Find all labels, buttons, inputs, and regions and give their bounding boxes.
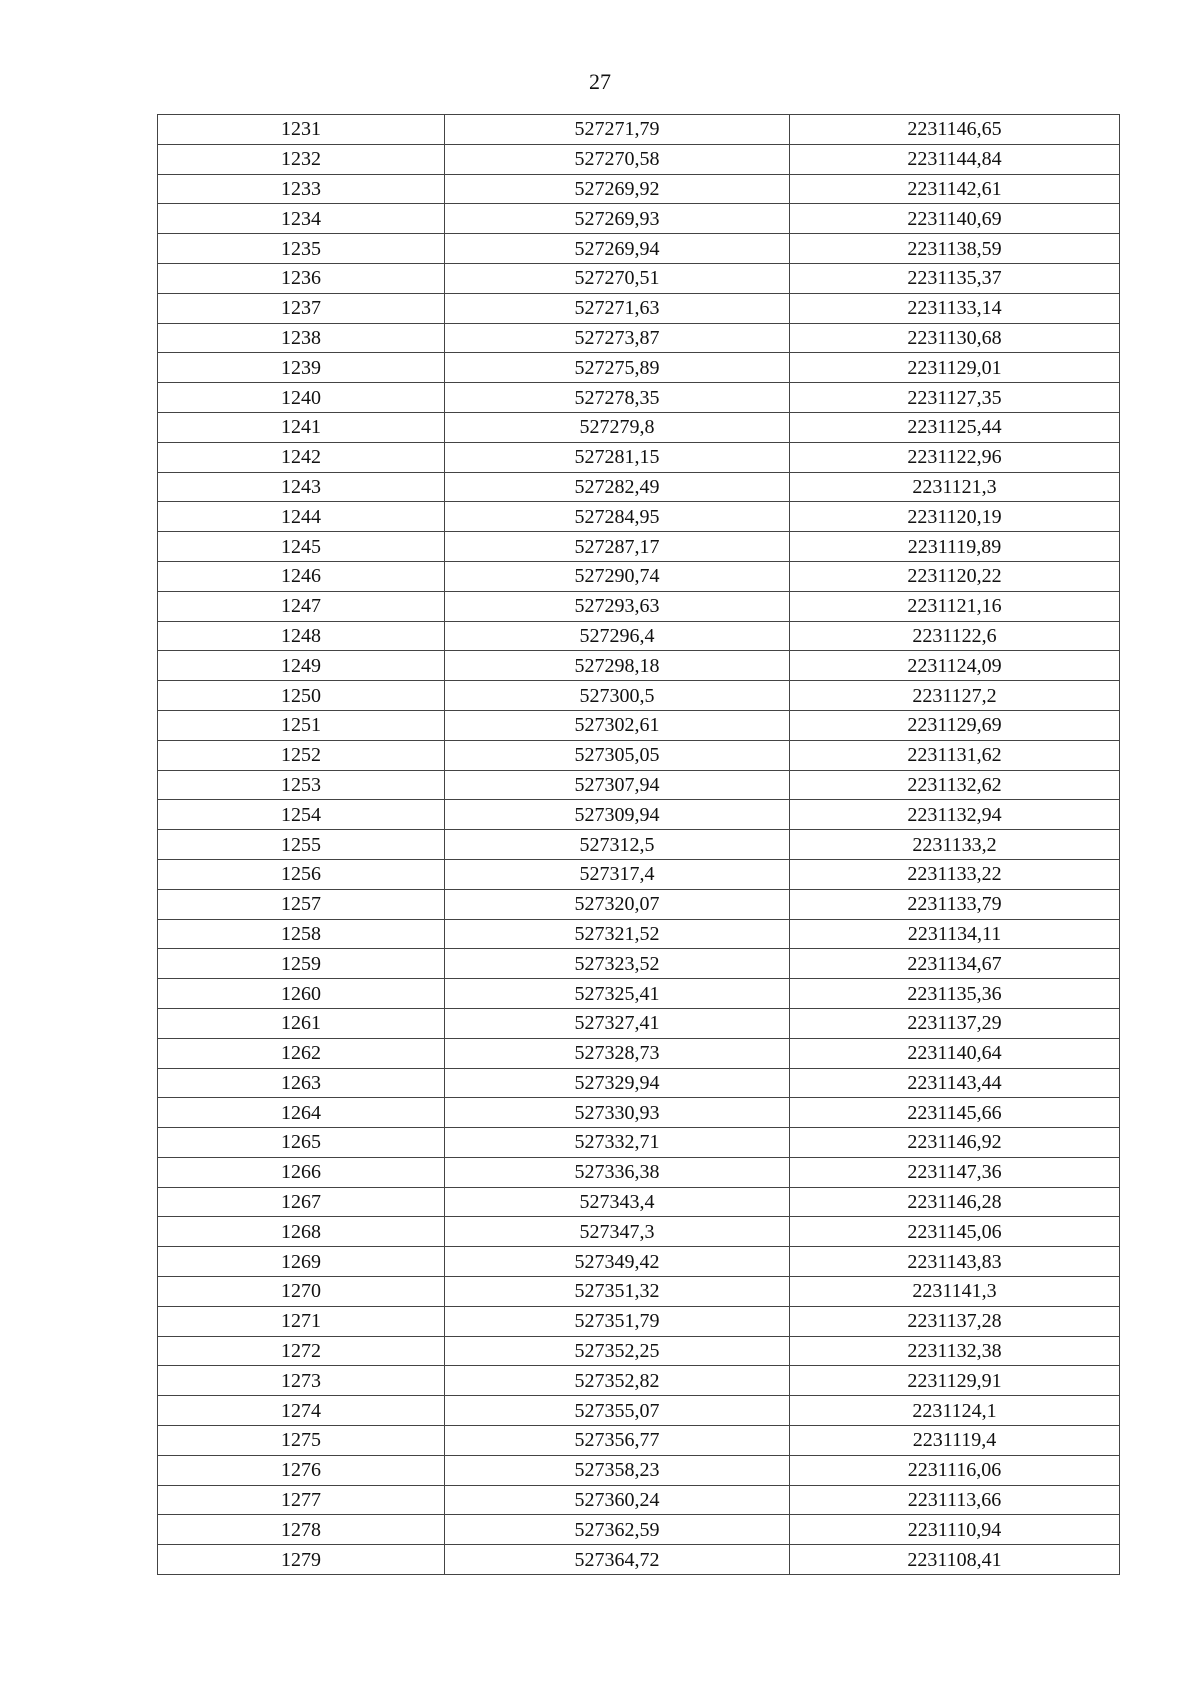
x-coordinate-cell: 527352,25 <box>445 1336 790 1366</box>
table-row <box>158 859 1120 889</box>
table-row <box>158 651 1120 681</box>
point-number-cell: 1254 <box>158 800 445 830</box>
x-coordinate-cell: 527364,72 <box>445 1545 790 1575</box>
table-row <box>158 1515 1120 1545</box>
table-row <box>158 1485 1120 1515</box>
point-number-cell: 1240 <box>158 383 445 413</box>
table-row <box>158 949 1120 979</box>
y-coordinate-cell: 2231135,36 <box>790 979 1120 1009</box>
y-coordinate-cell: 2231129,01 <box>790 353 1120 383</box>
point-number-cell: 1279 <box>158 1545 445 1575</box>
x-coordinate-cell: 527287,17 <box>445 532 790 562</box>
y-coordinate-cell: 2231133,2 <box>790 830 1120 860</box>
point-number-cell: 1259 <box>158 949 445 979</box>
x-coordinate-cell: 527296,4 <box>445 621 790 651</box>
x-coordinate-cell: 527362,59 <box>445 1515 790 1545</box>
x-coordinate-cell: 527358,23 <box>445 1455 790 1485</box>
y-coordinate-cell: 2231132,94 <box>790 800 1120 830</box>
y-coordinate-cell: 2231144,84 <box>790 144 1120 174</box>
point-number-cell: 1241 <box>158 412 445 442</box>
point-number-cell: 1253 <box>158 770 445 800</box>
x-coordinate-cell: 527275,89 <box>445 353 790 383</box>
point-number-cell: 1263 <box>158 1068 445 1098</box>
table-row <box>158 234 1120 264</box>
page-number: 27 <box>589 69 611 94</box>
point-number-cell: 1245 <box>158 532 445 562</box>
table-row <box>158 502 1120 532</box>
table-row <box>158 442 1120 472</box>
table-row <box>158 1217 1120 1247</box>
table-row <box>158 1396 1120 1426</box>
y-coordinate-cell: 2231147,36 <box>790 1157 1120 1187</box>
table-row <box>158 1247 1120 1277</box>
table-row <box>158 919 1120 949</box>
x-coordinate-cell: 527284,95 <box>445 502 790 532</box>
y-coordinate-cell: 2231133,14 <box>790 293 1120 323</box>
x-coordinate-cell: 527305,05 <box>445 740 790 770</box>
y-coordinate-cell: 2231143,83 <box>790 1247 1120 1277</box>
y-coordinate-cell: 2231137,28 <box>790 1306 1120 1336</box>
point-number-cell: 1256 <box>158 859 445 889</box>
point-number-cell: 1271 <box>158 1306 445 1336</box>
point-number-cell: 1265 <box>158 1128 445 1158</box>
y-coordinate-cell: 2231140,69 <box>790 204 1120 234</box>
y-coordinate-cell: 2231142,61 <box>790 174 1120 204</box>
point-number-cell: 1276 <box>158 1455 445 1485</box>
y-coordinate-cell: 2231110,94 <box>790 1515 1120 1545</box>
table-row <box>158 293 1120 323</box>
table-row <box>158 740 1120 770</box>
point-number-cell: 1273 <box>158 1366 445 1396</box>
point-number-cell: 1255 <box>158 830 445 860</box>
x-coordinate-cell: 527320,07 <box>445 889 790 919</box>
point-number-cell: 1252 <box>158 740 445 770</box>
table-row <box>158 115 1120 145</box>
x-coordinate-cell: 527330,93 <box>445 1098 790 1128</box>
table-row <box>158 1277 1120 1307</box>
table-row <box>158 800 1120 830</box>
point-number-cell: 1269 <box>158 1247 445 1277</box>
point-number-cell: 1258 <box>158 919 445 949</box>
y-coordinate-cell: 2231133,79 <box>790 889 1120 919</box>
table-row <box>158 353 1120 383</box>
y-coordinate-cell: 2231121,16 <box>790 591 1120 621</box>
table-row <box>158 621 1120 651</box>
x-coordinate-cell: 527273,87 <box>445 323 790 353</box>
table-row <box>158 1455 1120 1485</box>
x-coordinate-cell: 527290,74 <box>445 561 790 591</box>
table-row <box>158 770 1120 800</box>
table-row <box>158 710 1120 740</box>
y-coordinate-cell: 2231108,41 <box>790 1545 1120 1575</box>
point-number-cell: 1274 <box>158 1396 445 1426</box>
y-coordinate-cell: 2231141,3 <box>790 1277 1120 1307</box>
y-coordinate-cell: 2231120,19 <box>790 502 1120 532</box>
point-number-cell: 1262 <box>158 1038 445 1068</box>
y-coordinate-cell: 2231131,62 <box>790 740 1120 770</box>
x-coordinate-cell: 527270,51 <box>445 263 790 293</box>
y-coordinate-cell: 2231146,65 <box>790 115 1120 145</box>
y-coordinate-cell: 2231146,92 <box>790 1128 1120 1158</box>
y-coordinate-cell: 2231134,67 <box>790 949 1120 979</box>
table-row <box>158 1008 1120 1038</box>
x-coordinate-cell: 527336,38 <box>445 1157 790 1187</box>
table-row <box>158 323 1120 353</box>
x-coordinate-cell: 527269,93 <box>445 204 790 234</box>
x-coordinate-cell: 527271,63 <box>445 293 790 323</box>
x-coordinate-cell: 527278,35 <box>445 383 790 413</box>
x-coordinate-cell: 527312,5 <box>445 830 790 860</box>
coordinates-table-body <box>158 115 1120 1575</box>
y-coordinate-cell: 2231130,68 <box>790 323 1120 353</box>
point-number-cell: 1235 <box>158 234 445 264</box>
y-coordinate-cell: 2231113,66 <box>790 1485 1120 1515</box>
y-coordinate-cell: 2231116,06 <box>790 1455 1120 1485</box>
x-coordinate-cell: 527269,92 <box>445 174 790 204</box>
table-row <box>158 1098 1120 1128</box>
x-coordinate-cell: 527355,07 <box>445 1396 790 1426</box>
x-coordinate-cell: 527329,94 <box>445 1068 790 1098</box>
y-coordinate-cell: 2231135,37 <box>790 263 1120 293</box>
point-number-cell: 1277 <box>158 1485 445 1515</box>
x-coordinate-cell: 527360,24 <box>445 1485 790 1515</box>
table-row <box>158 1068 1120 1098</box>
point-number-cell: 1236 <box>158 263 445 293</box>
y-coordinate-cell: 2231134,11 <box>790 919 1120 949</box>
point-number-cell: 1268 <box>158 1217 445 1247</box>
x-coordinate-cell: 527328,73 <box>445 1038 790 1068</box>
table-row <box>158 979 1120 1009</box>
y-coordinate-cell: 2231124,09 <box>790 651 1120 681</box>
x-coordinate-cell: 527352,82 <box>445 1366 790 1396</box>
point-number-cell: 1257 <box>158 889 445 919</box>
point-number-cell: 1231 <box>158 115 445 145</box>
table-row <box>158 1128 1120 1158</box>
table-row <box>158 1038 1120 1068</box>
x-coordinate-cell: 527302,61 <box>445 710 790 740</box>
point-number-cell: 1242 <box>158 442 445 472</box>
table-row <box>158 1426 1120 1456</box>
point-number-cell: 1264 <box>158 1098 445 1128</box>
table-row <box>158 532 1120 562</box>
y-coordinate-cell: 2231122,6 <box>790 621 1120 651</box>
point-number-cell: 1267 <box>158 1187 445 1217</box>
x-coordinate-cell: 527321,52 <box>445 919 790 949</box>
point-number-cell: 1237 <box>158 293 445 323</box>
y-coordinate-cell: 2231132,62 <box>790 770 1120 800</box>
x-coordinate-cell: 527317,4 <box>445 859 790 889</box>
point-number-cell: 1239 <box>158 353 445 383</box>
point-number-cell: 1278 <box>158 1515 445 1545</box>
point-number-cell: 1247 <box>158 591 445 621</box>
x-coordinate-cell: 527323,52 <box>445 949 790 979</box>
point-number-cell: 1275 <box>158 1426 445 1456</box>
coordinates-table <box>157 114 1120 1575</box>
x-coordinate-cell: 527347,3 <box>445 1217 790 1247</box>
y-coordinate-cell: 2231120,22 <box>790 561 1120 591</box>
x-coordinate-cell: 527271,79 <box>445 115 790 145</box>
x-coordinate-cell: 527307,94 <box>445 770 790 800</box>
point-number-cell: 1246 <box>158 561 445 591</box>
point-number-cell: 1244 <box>158 502 445 532</box>
table-row <box>158 1187 1120 1217</box>
table-row <box>158 1306 1120 1336</box>
point-number-cell: 1261 <box>158 1008 445 1038</box>
table-row <box>158 174 1120 204</box>
y-coordinate-cell: 2231133,22 <box>790 859 1120 889</box>
point-number-cell: 1233 <box>158 174 445 204</box>
y-coordinate-cell: 2231145,66 <box>790 1098 1120 1128</box>
y-coordinate-cell: 2231119,89 <box>790 532 1120 562</box>
x-coordinate-cell: 527281,15 <box>445 442 790 472</box>
y-coordinate-cell: 2231129,91 <box>790 1366 1120 1396</box>
x-coordinate-cell: 527282,49 <box>445 472 790 502</box>
y-coordinate-cell: 2231145,06 <box>790 1217 1120 1247</box>
x-coordinate-cell: 527351,32 <box>445 1277 790 1307</box>
x-coordinate-cell: 527332,71 <box>445 1128 790 1158</box>
table-row <box>158 412 1120 442</box>
y-coordinate-cell: 2231127,2 <box>790 681 1120 711</box>
y-coordinate-cell: 2231129,69 <box>790 710 1120 740</box>
y-coordinate-cell: 2231125,44 <box>790 412 1120 442</box>
x-coordinate-cell: 527325,41 <box>445 979 790 1009</box>
point-number-cell: 1243 <box>158 472 445 502</box>
x-coordinate-cell: 527279,8 <box>445 412 790 442</box>
x-coordinate-cell: 527327,41 <box>445 1008 790 1038</box>
x-coordinate-cell: 527349,42 <box>445 1247 790 1277</box>
y-coordinate-cell: 2231127,35 <box>790 383 1120 413</box>
point-number-cell: 1234 <box>158 204 445 234</box>
point-number-cell: 1266 <box>158 1157 445 1187</box>
table-row <box>158 591 1120 621</box>
y-coordinate-cell: 2231146,28 <box>790 1187 1120 1217</box>
point-number-cell: 1250 <box>158 681 445 711</box>
table-row <box>158 383 1120 413</box>
table-row <box>158 561 1120 591</box>
y-coordinate-cell: 2231143,44 <box>790 1068 1120 1098</box>
point-number-cell: 1260 <box>158 979 445 1009</box>
y-coordinate-cell: 2231140,64 <box>790 1038 1120 1068</box>
x-coordinate-cell: 527269,94 <box>445 234 790 264</box>
table-row <box>158 1157 1120 1187</box>
point-number-cell: 1248 <box>158 621 445 651</box>
y-coordinate-cell: 2231124,1 <box>790 1396 1120 1426</box>
x-coordinate-cell: 527351,79 <box>445 1306 790 1336</box>
y-coordinate-cell: 2231137,29 <box>790 1008 1120 1038</box>
table-row <box>158 681 1120 711</box>
x-coordinate-cell: 527356,77 <box>445 1426 790 1456</box>
y-coordinate-cell: 2231122,96 <box>790 442 1120 472</box>
x-coordinate-cell: 527298,18 <box>445 651 790 681</box>
y-coordinate-cell: 2231119,4 <box>790 1426 1120 1456</box>
point-number-cell: 1249 <box>158 651 445 681</box>
point-number-cell: 1251 <box>158 710 445 740</box>
table-row <box>158 204 1120 234</box>
point-number-cell: 1270 <box>158 1277 445 1307</box>
table-row <box>158 472 1120 502</box>
point-number-cell: 1232 <box>158 144 445 174</box>
table-row <box>158 144 1120 174</box>
x-coordinate-cell: 527343,4 <box>445 1187 790 1217</box>
point-number-cell: 1238 <box>158 323 445 353</box>
x-coordinate-cell: 527270,58 <box>445 144 790 174</box>
table-row <box>158 889 1120 919</box>
y-coordinate-cell: 2231121,3 <box>790 472 1120 502</box>
table-row <box>158 1545 1120 1575</box>
point-number-cell: 1272 <box>158 1336 445 1366</box>
table-row <box>158 830 1120 860</box>
x-coordinate-cell: 527293,63 <box>445 591 790 621</box>
y-coordinate-cell: 2231138,59 <box>790 234 1120 264</box>
x-coordinate-cell: 527309,94 <box>445 800 790 830</box>
table-row <box>158 263 1120 293</box>
y-coordinate-cell: 2231132,38 <box>790 1336 1120 1366</box>
table-row <box>158 1336 1120 1366</box>
table-row <box>158 1366 1120 1396</box>
x-coordinate-cell: 527300,5 <box>445 681 790 711</box>
